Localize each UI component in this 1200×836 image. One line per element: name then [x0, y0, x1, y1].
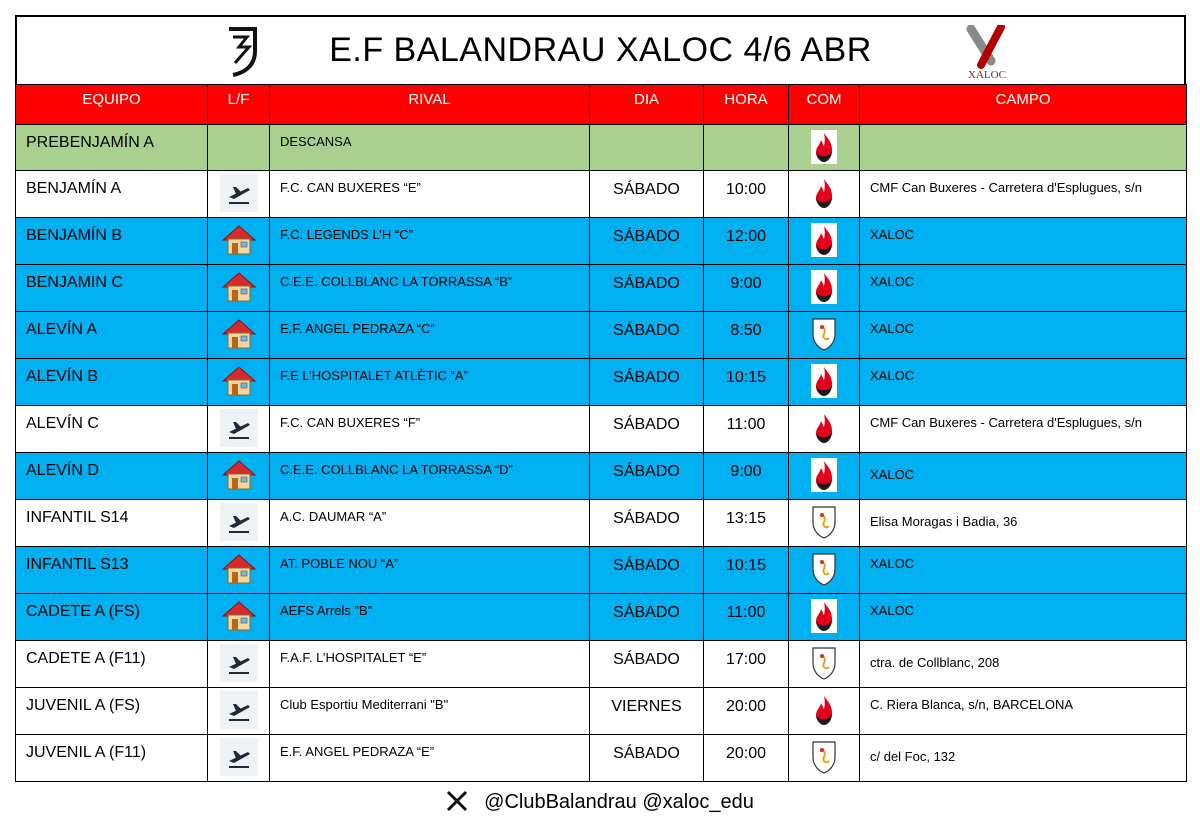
- cell-rival: [270, 641, 590, 688]
- crest-icon: [810, 739, 838, 775]
- social-handles: @ClubBalandrau @xaloc_edu: [484, 791, 754, 813]
- match-day: [590, 125, 703, 135]
- cell-lf: [208, 547, 270, 594]
- col-header-lf: L/F: [208, 85, 270, 125]
- plane-departure-icon: [220, 503, 258, 541]
- table-row: [16, 359, 1187, 406]
- rival-name: F.A.F. L’HOSPITALET “E”: [280, 650, 427, 665]
- cell-com: [789, 359, 860, 406]
- col-header-equipo: EQUIPO: [16, 85, 208, 125]
- match-time: 20:00: [725, 745, 767, 762]
- match-time: 11:00: [726, 604, 766, 621]
- team-name: ALEVÍN B: [26, 368, 99, 385]
- cell-equipo: [16, 406, 208, 453]
- table-row: [16, 265, 1187, 312]
- team-name: PREBENJAMÍN A: [26, 134, 155, 151]
- match-day: SÁBADO: [613, 745, 680, 762]
- rival-name: F.C. CAN BUXERES “F”: [280, 415, 421, 430]
- col-header-hora: HORA: [704, 85, 789, 125]
- home-icon: [220, 315, 258, 353]
- cell-hora: [704, 312, 789, 359]
- cell-rival: [270, 735, 590, 782]
- table-row: [16, 688, 1187, 735]
- table-row: [16, 594, 1187, 641]
- cell-com: [789, 547, 860, 594]
- rival-name: E.F. ANGEL PEDRAZA “C”: [280, 321, 435, 336]
- match-day: SÁBADO: [613, 322, 680, 339]
- red-flame-icon: [810, 363, 838, 399]
- cell-dia: [590, 125, 704, 171]
- cell-lf: [208, 641, 270, 688]
- page-title: E.F BALANDRAU XALOC 4/6 ABR: [329, 31, 872, 69]
- table-row: [16, 453, 1187, 500]
- red-flame-icon: [810, 598, 838, 634]
- match-time: 9:00: [730, 275, 762, 292]
- cell-com: [789, 171, 860, 218]
- match-time: 8:50: [730, 322, 762, 339]
- team-name: INFANTIL S13: [26, 556, 129, 573]
- cell-com: [789, 125, 860, 171]
- cell-lf: [208, 312, 270, 359]
- cell-rival: [270, 359, 590, 406]
- home-icon: [220, 221, 258, 259]
- cell-dia: [590, 406, 704, 453]
- xaloc-logo-text: XALOC: [968, 69, 1006, 81]
- table-row: [16, 735, 1187, 782]
- cell-hora: [704, 688, 789, 735]
- rival-name: C.E.E. COLLBLANC LA TORRASSA “D”: [280, 462, 513, 477]
- schedule-sheet: [15, 15, 1186, 782]
- cell-rival: [270, 265, 590, 312]
- team-name: ALEVÍN A: [26, 321, 98, 338]
- match-day: VIERNES: [611, 698, 682, 715]
- cell-dia: [590, 735, 704, 782]
- cell-rival: [270, 406, 590, 453]
- cell-equipo: [16, 453, 208, 500]
- team-name: INFANTIL S14: [26, 509, 129, 526]
- cell-hora: [704, 500, 789, 547]
- rival-name: F.C. LEGENDS L’H “C”: [280, 227, 413, 242]
- cell-lf: [208, 453, 270, 500]
- venue: Elisa Moragas i Badia, 36: [870, 514, 1018, 529]
- col-header-dia: DIA: [590, 85, 704, 125]
- cell-campo: [860, 171, 1187, 218]
- home-icon: [220, 456, 258, 494]
- match-day: SÁBADO: [613, 228, 680, 245]
- cell-com: [789, 406, 860, 453]
- cell-dia: [590, 594, 704, 641]
- venue: XALOC: [870, 321, 915, 336]
- cell-com: [789, 641, 860, 688]
- table-row: [16, 125, 1187, 171]
- red-flame-icon: [810, 269, 838, 305]
- match-day: SÁBADO: [613, 416, 680, 433]
- cell-dia: [590, 500, 704, 547]
- venue: XALOC: [870, 274, 915, 289]
- red-flame-icon: [810, 129, 838, 165]
- table-row: [16, 406, 1187, 453]
- team-name: BENJAMIN C: [26, 274, 123, 291]
- cell-hora: [704, 735, 789, 782]
- cell-hora: [704, 406, 789, 453]
- cell-hora: [704, 359, 789, 406]
- rival-name: F.E L’HOSPITALET ATLÈTIC “A”: [280, 368, 468, 383]
- venue: [860, 125, 1186, 134]
- col-header-com: COM: [789, 85, 860, 125]
- venue: XALOC: [870, 603, 915, 618]
- table-row: [16, 171, 1187, 218]
- cell-com: [789, 312, 860, 359]
- xaloc-logo: [957, 25, 1017, 83]
- venue: XALOC: [870, 556, 915, 571]
- table-row: [16, 641, 1187, 688]
- crest-icon: [810, 645, 838, 681]
- cell-campo: [860, 547, 1187, 594]
- cell-equipo: [16, 735, 208, 782]
- cell-lf: [208, 218, 270, 265]
- cell-lf: [208, 406, 270, 453]
- match-day: SÁBADO: [613, 181, 680, 198]
- table-row: [16, 547, 1187, 594]
- cell-lf: [208, 688, 270, 735]
- red-flame-icon: [810, 692, 838, 728]
- footer: [0, 790, 1200, 814]
- col-header-campo: CAMPO: [860, 85, 1187, 125]
- cell-hora: [704, 171, 789, 218]
- cell-com: [789, 453, 860, 500]
- cell-com: [789, 735, 860, 782]
- schedule-table: [15, 84, 1187, 782]
- team-name: JUVENIL A (FS): [26, 697, 141, 714]
- cell-equipo: [16, 359, 208, 406]
- team-name: CADETE A (F11): [26, 650, 146, 667]
- cell-hora: [704, 594, 789, 641]
- cell-com: [789, 265, 860, 312]
- red-flame-icon: [810, 457, 838, 493]
- venue: CMF Can Buxeres - Carretera d'Esplugues, s/n: [870, 180, 1142, 195]
- cell-rival: [270, 594, 590, 641]
- cell-campo: [860, 125, 1187, 171]
- cell-hora: [704, 641, 789, 688]
- team-name: BENJAMÍN B: [26, 227, 123, 244]
- crest-icon: [810, 551, 838, 587]
- match-time: 10:00: [725, 181, 767, 198]
- cell-equipo: [16, 594, 208, 641]
- cell-com: [789, 500, 860, 547]
- cell-equipo: [16, 312, 208, 359]
- cell-equipo: [16, 125, 208, 171]
- cell-lf: [208, 125, 270, 171]
- cell-hora: [704, 265, 789, 312]
- match-time: 10:15: [725, 557, 767, 574]
- cell-com: [789, 594, 860, 641]
- cell-campo: [860, 265, 1187, 312]
- cell-hora: [704, 218, 789, 265]
- match-day: SÁBADO: [613, 651, 680, 668]
- match-day: SÁBADO: [613, 510, 680, 527]
- cell-equipo: [16, 500, 208, 547]
- cell-dia: [590, 547, 704, 594]
- red-flame-icon: [810, 222, 838, 258]
- match-day: SÁBADO: [613, 275, 680, 292]
- cell-equipo: [16, 688, 208, 735]
- venue: XALOC: [870, 467, 915, 482]
- plane-departure-icon: [220, 409, 258, 447]
- rival-name: AT. POBLE NOU “A”: [280, 556, 399, 571]
- cell-lf: [208, 735, 270, 782]
- cell-dia: [590, 453, 704, 500]
- match-time: 13:15: [725, 510, 767, 527]
- cell-dia: [590, 265, 704, 312]
- venue: c/ del Foc, 132: [870, 749, 956, 764]
- cell-campo: [860, 641, 1187, 688]
- plane-departure-icon: [220, 738, 258, 776]
- cell-rival: [270, 125, 590, 171]
- cell-lf: [208, 265, 270, 312]
- match-time: [704, 125, 788, 135]
- match-time: 10:15: [725, 369, 767, 386]
- match-day: SÁBADO: [613, 369, 680, 386]
- cell-dia: [590, 218, 704, 265]
- home-icon: [220, 550, 258, 588]
- match-time: 17:00: [725, 651, 767, 668]
- cell-com: [789, 218, 860, 265]
- plane-departure-icon: [220, 644, 258, 682]
- cell-lf: [208, 594, 270, 641]
- cell-rival: [270, 312, 590, 359]
- cell-dia: [590, 359, 704, 406]
- cell-campo: [860, 500, 1187, 547]
- rival-name: F.C. CAN BUXERES “E”: [280, 180, 421, 195]
- table-row: [16, 500, 1187, 547]
- cell-equipo: [16, 218, 208, 265]
- xaloc-logo-icon: [957, 25, 1017, 71]
- venue: C. Riera Blanca, s/n, BARCELONA: [870, 697, 1074, 712]
- cell-campo: [860, 312, 1187, 359]
- venue: CMF Can Buxeres - Carretera d'Esplugues, s/n: [870, 415, 1142, 430]
- home-icon: [220, 597, 258, 635]
- cell-lf: [208, 171, 270, 218]
- crest-icon: [810, 316, 838, 352]
- table-row: [16, 312, 1187, 359]
- cell-campo: [860, 735, 1187, 782]
- rival-name: DESCANSA: [280, 134, 352, 149]
- team-name: JUVENIL A (F11): [26, 744, 147, 761]
- cell-dia: [590, 641, 704, 688]
- cell-lf: [208, 500, 270, 547]
- team-name: BENJAMÍN A: [26, 180, 122, 197]
- home-icon: [220, 362, 258, 400]
- red-flame-icon: [810, 410, 838, 446]
- team-name: ALEVÍN C: [26, 415, 99, 432]
- rival-name: Club Esportiu Mediterrani "B": [280, 697, 449, 712]
- venue: ctra. de Collblanc, 208: [870, 655, 1000, 670]
- rival-name: C.E.E. COLLBLANC LA TORRASSA “B”: [280, 274, 513, 289]
- cell-campo: [860, 218, 1187, 265]
- home-icon: [220, 268, 258, 306]
- x-social-icon: [446, 790, 468, 812]
- rival-name: A.C. DAUMAR “A”: [280, 509, 387, 524]
- plane-departure-icon: [220, 174, 258, 212]
- match-time: 12:00: [725, 228, 767, 245]
- crest-icon: [810, 504, 838, 540]
- cell-equipo: [16, 641, 208, 688]
- cell-hora: [704, 547, 789, 594]
- cell-rival: [270, 547, 590, 594]
- team-name: ALEVÍN D: [26, 462, 99, 479]
- cell-dia: [590, 171, 704, 218]
- table-header-row: [16, 85, 1187, 125]
- cell-equipo: [16, 547, 208, 594]
- table-row: [16, 218, 1187, 265]
- cell-lf: [208, 359, 270, 406]
- cell-campo: [860, 594, 1187, 641]
- match-time: 11:00: [726, 416, 766, 433]
- rival-name: E.F. ANGEL PEDRAZA “E”: [280, 744, 435, 759]
- venue: XALOC: [870, 227, 915, 242]
- title-bar: [15, 15, 1186, 84]
- cell-rival: [270, 688, 590, 735]
- cell-equipo: [16, 171, 208, 218]
- red-flame-icon: [810, 175, 838, 211]
- rival-name: AEFS Arrels "B": [280, 603, 373, 618]
- match-day: SÁBADO: [613, 557, 680, 574]
- cell-campo: [860, 688, 1187, 735]
- match-day: SÁBADO: [613, 604, 680, 621]
- plane-departure-icon: [220, 691, 258, 729]
- match-time: 9:00: [730, 463, 762, 480]
- cell-dia: [590, 312, 704, 359]
- cell-campo: [860, 359, 1187, 406]
- cell-hora: [704, 125, 789, 171]
- col-header-rival: RIVAL: [270, 85, 590, 125]
- cell-rival: [270, 218, 590, 265]
- cell-campo: [860, 453, 1187, 500]
- team-name: CADETE A (FS): [26, 603, 140, 620]
- cell-com: [789, 688, 860, 735]
- venue: XALOC: [870, 368, 915, 383]
- cell-dia: [590, 688, 704, 735]
- match-day: SÁBADO: [613, 463, 680, 480]
- match-time: 20:00: [725, 698, 767, 715]
- cell-rival: [270, 453, 590, 500]
- cell-hora: [704, 453, 789, 500]
- cell-equipo: [16, 265, 208, 312]
- cell-rival: [270, 171, 590, 218]
- cell-campo: [860, 406, 1187, 453]
- cell-rival: [270, 500, 590, 547]
